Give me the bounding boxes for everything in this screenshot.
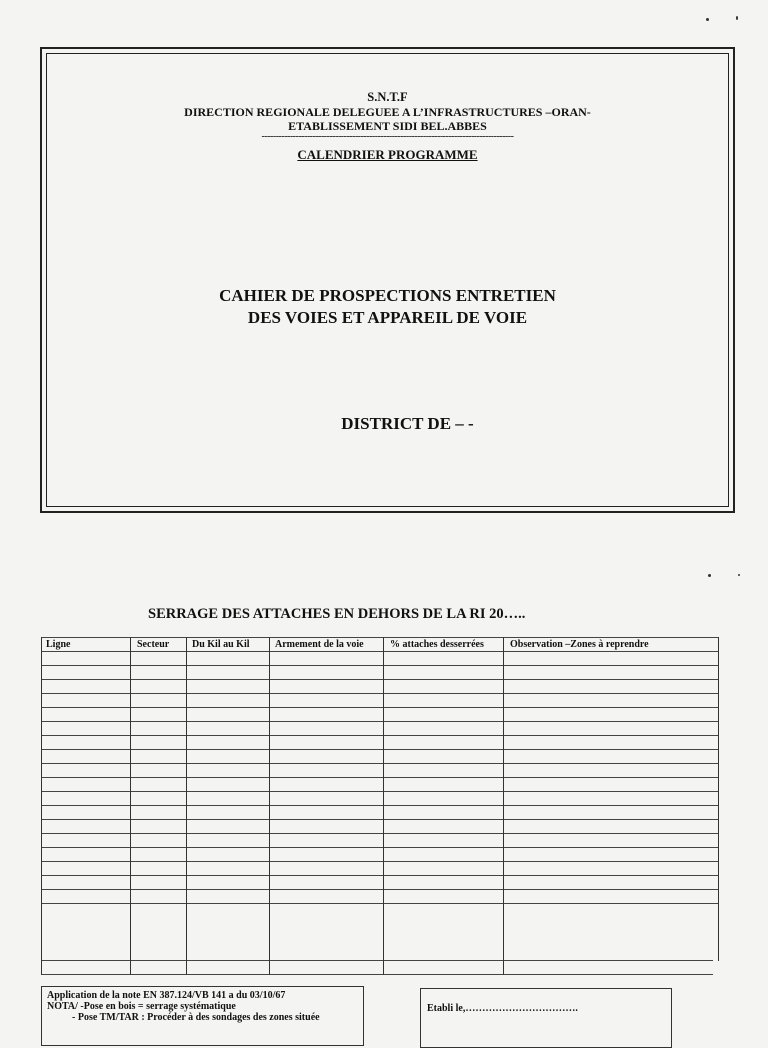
table-row-line	[41, 665, 719, 666]
program-heading	[47, 148, 728, 162]
table-row-line	[41, 960, 713, 961]
column-header-kil: Du Kil au Kil	[192, 639, 250, 650]
table-row-line	[41, 735, 719, 736]
table-row-line	[41, 819, 719, 820]
scan-speck	[738, 574, 740, 576]
table-column-line	[130, 637, 131, 975]
table-row-line	[41, 833, 719, 834]
table-row-line	[41, 847, 719, 848]
table-column-line	[269, 637, 270, 975]
table-column-line	[718, 637, 719, 961]
table-row-line	[41, 721, 719, 722]
table-row-line	[41, 651, 719, 652]
table-row-line	[41, 679, 719, 680]
etabli-box	[420, 988, 672, 1048]
table-row-line	[41, 791, 719, 792]
table-row-line	[41, 763, 719, 764]
organization-name: S.N.T.F	[367, 90, 408, 104]
note-line: Application de la note EN 387.124/VB 141 a du 03/10/67	[47, 990, 286, 1001]
program-heading-text: CALENDRIER PROGRAMME	[297, 147, 478, 162]
direction-name: DIRECTION REGIONALE DELEGUEE A L’INFRASTRUCTURES –ORAN-	[184, 105, 591, 119]
cover-title-line1: CAHIER DE PROSPECTIONS ENTRETIEN	[219, 286, 556, 305]
note-line: NOTA/ -Pose en bois = serrage systématique	[47, 1001, 236, 1012]
column-header-observation: Observation –Zones à reprendre	[510, 639, 649, 650]
note-line: - Pose TM/TAR : Procéder à des sondages des zones située	[47, 1012, 320, 1023]
etablissement-name: ETABLISSEMENT SIDI BEL.ABBES	[288, 119, 487, 133]
table-column-line	[503, 637, 504, 975]
cover-inner-frame	[46, 53, 729, 507]
table-row-line	[41, 861, 719, 862]
etabli-label: Etabli le,…………………………….	[427, 1003, 578, 1014]
column-header-ligne: Ligne	[46, 639, 71, 650]
table-row-line	[41, 777, 719, 778]
scan-speck	[708, 574, 711, 577]
cover-title-line2: DES VOIES ET APPAREIL DE VOIE	[247, 308, 528, 327]
table-row-line	[41, 637, 719, 638]
table-column-line	[383, 637, 384, 975]
table-row-line	[41, 805, 719, 806]
note-box	[41, 986, 364, 1046]
table-row-line	[41, 693, 719, 694]
table-row-line	[41, 903, 719, 904]
table-column-line	[186, 637, 187, 975]
table-row-line	[41, 875, 719, 876]
table-row-line	[41, 707, 719, 708]
section-title: SERRAGE DES ATTACHES EN DEHORS DE LA RI 20…..	[148, 606, 526, 622]
column-header-attaches: % attaches desserrées	[390, 639, 484, 650]
header-separator: -----------------------------------------------------------------------------------------	[261, 131, 514, 142]
scan-speck	[706, 18, 709, 21]
district-label: DISTRICT DE – -	[341, 414, 474, 433]
cover-frame	[40, 47, 735, 513]
column-header-secteur: Secteur	[137, 639, 170, 650]
cover-title	[47, 285, 728, 329]
table-row-line	[41, 974, 713, 975]
scan-speck	[736, 16, 738, 20]
table-row-line	[41, 889, 719, 890]
table-row-line	[41, 749, 719, 750]
attaches-table	[41, 637, 719, 975]
table-column-line	[41, 637, 42, 975]
column-header-armement: Armement de la voie	[275, 639, 364, 650]
